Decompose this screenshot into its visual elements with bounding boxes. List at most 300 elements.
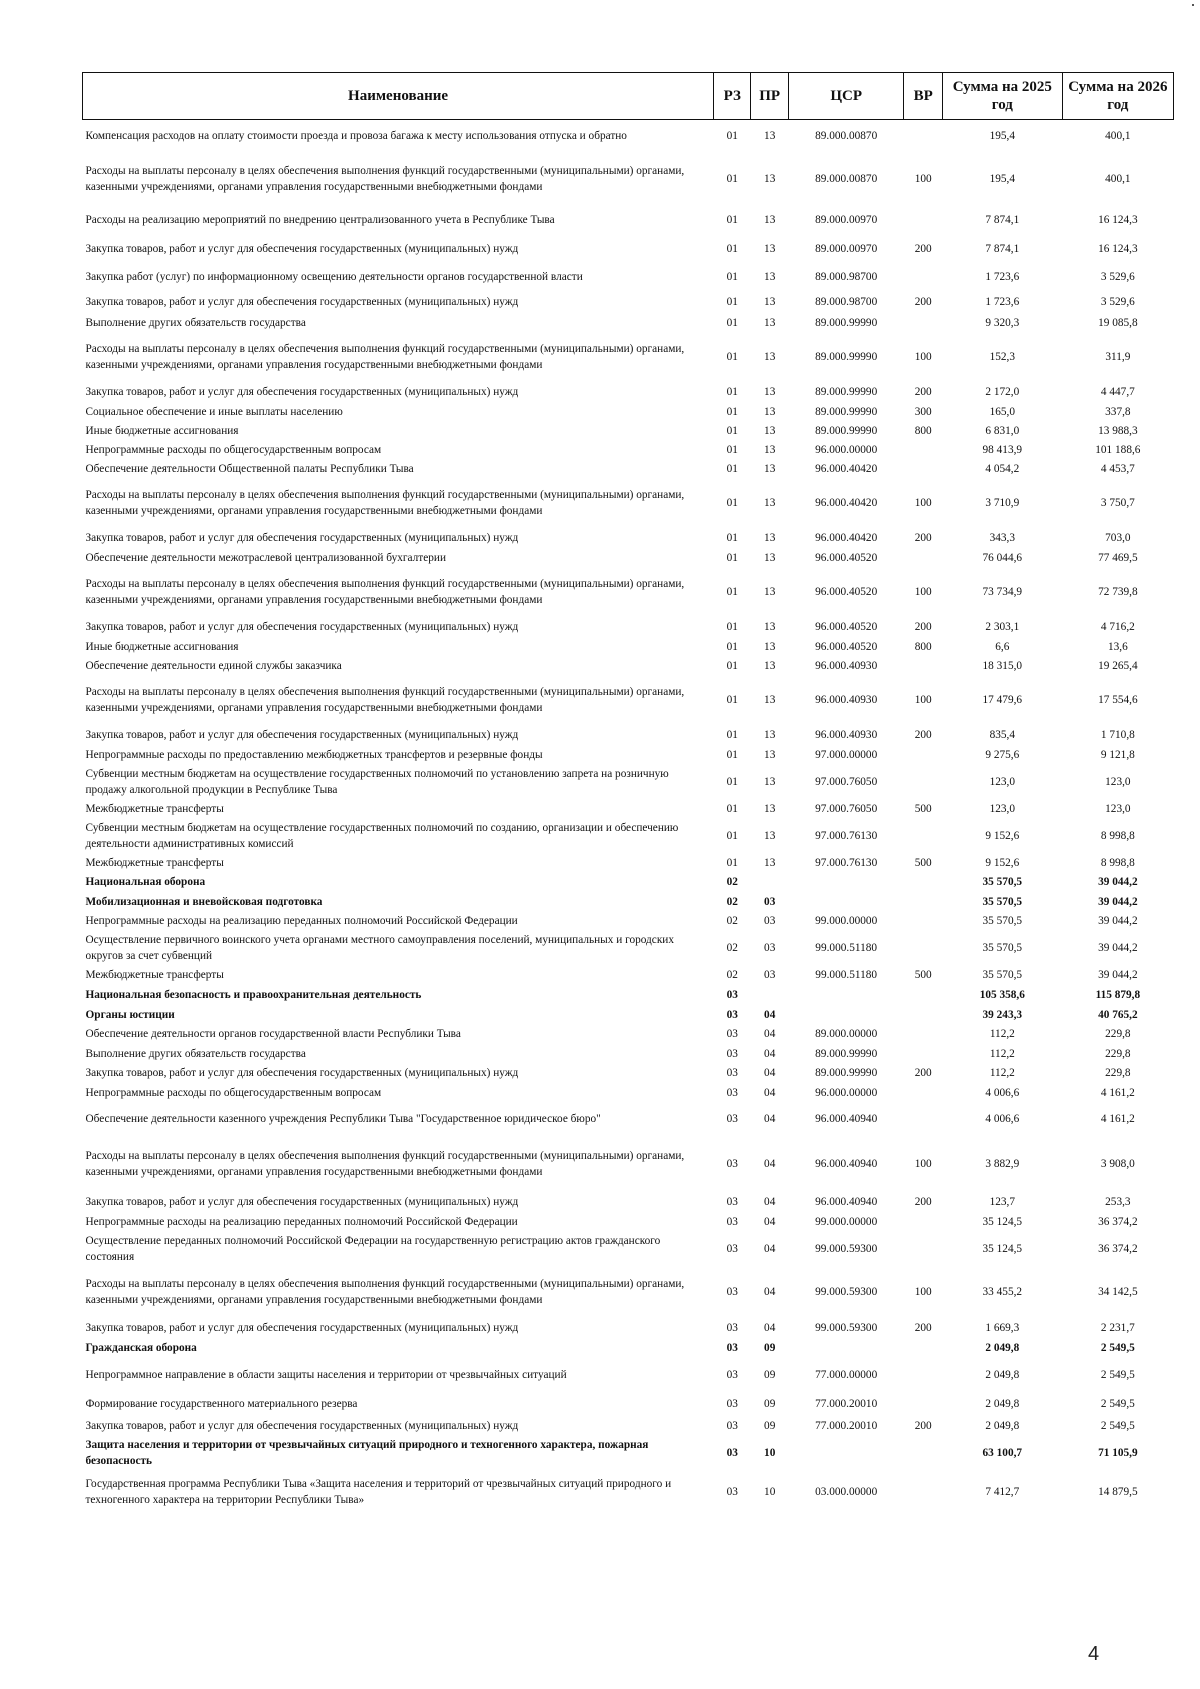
table-row [83, 746, 1174, 765]
cell-csr: 89.000.98700 [815, 296, 878, 308]
cell-sum-2026: 2 549,5 [1100, 1398, 1135, 1410]
cell-sum-2025: 76 044,6 [982, 551, 1023, 564]
cell-name: Иные бюджетные ассигнования [85, 640, 239, 653]
cell-pr: 13 [764, 802, 776, 815]
table-row [83, 854, 1174, 873]
table-row [83, 1213, 1174, 1232]
cell-csr: 97.000.00000 [815, 748, 878, 761]
cell-name: Закупка товаров, работ и услуг для обеспечения государственных (муниципальных) нужд [85, 1067, 519, 1079]
cell-rz: 03 [726, 1113, 738, 1125]
header-sum-2026: Сумма на 2026 год [1062, 73, 1173, 120]
table-row [83, 893, 1174, 912]
cell-name: Расходы на выплаты персоналу в целях обеспечения выполнения функций государственными (муниципальными) органами, казенными учреждениями, органами управления государственными внебюджетными фондами [85, 1150, 685, 1178]
cell-sum-2025: 17 479,6 [982, 694, 1023, 706]
cell-vr [904, 1025, 943, 1045]
cell-sum-2025: 2 049,8 [985, 1342, 1020, 1354]
cell-sum-2026: 2 549,5 [1100, 1419, 1135, 1432]
cell-vr: 200 [914, 729, 932, 741]
cell-name: Обеспечение деятельности Общественной палаты Республики Тыва [85, 462, 414, 475]
cell-sum-2026: 36 374,2 [1098, 1242, 1138, 1255]
cell-pr: 04 [764, 1086, 776, 1099]
cell-csr: 89.000.00970 [815, 214, 878, 226]
cell-rz: 01 [726, 386, 738, 398]
cell-rz: 01 [726, 173, 738, 185]
table-row [83, 1267, 1174, 1319]
table-row [83, 460, 1174, 479]
cell-pr: 09 [764, 1419, 776, 1432]
cell-sum-2025: 6,6 [995, 640, 1010, 653]
cell-sum-2025: 73 734,9 [982, 586, 1023, 598]
cell-sum-2025: 3 710,9 [985, 497, 1020, 509]
cell-name: Осуществление первичного воинского учета органами местного самоуправления поселений, муниципальных и городских округов за счет субвенций [85, 933, 675, 962]
cell-pr: 13 [764, 659, 776, 672]
cell-sum-2026: 16 124,3 [1098, 243, 1138, 255]
table-row [83, 1471, 1174, 1515]
cell-name: Непрограммные расходы по общегосударственным вопросам [85, 443, 382, 456]
cell-sum-2026: 123,0 [1105, 802, 1131, 815]
cell-name: Закупка товаров, работ и услуг для обеспечения государственных (муниципальных) нужд [85, 386, 519, 398]
cell-sum-2025: 35 570,5 [982, 895, 1023, 908]
cell-vr: 100 [914, 497, 932, 509]
cell-vr [904, 1393, 943, 1417]
cell-name: Обеспечение деятельности единой службы заказчика [85, 659, 342, 672]
table-row [83, 1319, 1174, 1339]
cell-name: Выполнение других обязательств государства [85, 1047, 306, 1060]
cell-sum-2026: 101 188,6 [1095, 443, 1141, 456]
header-csr: ЦСР [788, 73, 904, 120]
cell-csr: 99.000.00000 [815, 1215, 878, 1228]
cell-sum-2026: 400,1 [1105, 130, 1131, 143]
cell-vr: 300 [914, 405, 932, 418]
cell-csr: 99.000.59300 [815, 1322, 878, 1334]
cell-csr: 99.000.51180 [815, 941, 878, 954]
cell-rz: 01 [726, 316, 738, 329]
table-row [83, 549, 1174, 568]
cell-sum-2026: 72 739,8 [1098, 586, 1138, 598]
table-row [83, 154, 1174, 206]
cell-rz: 03 [726, 1286, 738, 1298]
cell-sum-2026: 3 750,7 [1100, 497, 1135, 509]
cell-name: Непрограммные расходы на реализацию переданных полномочий Российской Федерации [85, 914, 518, 927]
cell-sum-2026: 2 549,5 [1100, 1342, 1135, 1354]
cell-vr [904, 314, 943, 333]
cell-sum-2026: 4 453,7 [1100, 462, 1135, 475]
cell-sum-2025: 1 723,6 [985, 296, 1020, 308]
cell-rz: 01 [726, 271, 738, 283]
table-row [83, 657, 1174, 676]
cell-vr [904, 1084, 943, 1103]
cell-rz: 01 [726, 532, 738, 544]
cell-pr: 13 [764, 296, 776, 308]
cell-sum-2025: 2 049,8 [985, 1369, 1020, 1381]
cell-csr: 96.000.00000 [815, 443, 878, 456]
cell-pr: 13 [764, 462, 776, 475]
cell-vr [904, 1045, 943, 1064]
cell-pr: 13 [764, 621, 776, 633]
cell-sum-2026: 2 231,7 [1100, 1322, 1135, 1334]
cell-vr: 100 [914, 173, 932, 185]
cell-sum-2026: 337,8 [1105, 405, 1131, 418]
cell-pr [751, 986, 788, 1006]
cell-csr: 77.000.00000 [815, 1369, 878, 1381]
cell-sum-2025: 35 124,5 [982, 1242, 1023, 1255]
cell-name: Закупка товаров, работ и услуг для обеспечения государственных (муниципальных) нужд [85, 296, 519, 308]
cell-sum-2025: 9 275,6 [985, 748, 1020, 761]
table-row [83, 383, 1174, 403]
cell-sum-2026: 123,0 [1105, 775, 1131, 788]
cell-vr: 200 [914, 1322, 932, 1334]
cell-pr: 13 [764, 386, 776, 398]
cell-pr: 13 [764, 640, 776, 653]
header-name: Наименование [83, 73, 714, 120]
table-row [83, 529, 1174, 549]
cell-vr [904, 819, 943, 854]
cell-csr: 96.000.40940 [815, 1158, 878, 1170]
table-row [83, 1193, 1174, 1213]
cell-csr [788, 986, 904, 1006]
cell-sum-2025: 343,3 [989, 532, 1016, 544]
cell-pr: 10 [764, 1446, 776, 1459]
cell-pr: 13 [764, 424, 776, 437]
cell-pr: 04 [764, 1286, 776, 1298]
table-row [83, 292, 1174, 314]
cell-rz: 03 [726, 1067, 738, 1079]
cell-sum-2026: 4 161,2 [1100, 1113, 1135, 1125]
table-row [83, 800, 1174, 819]
cell-sum-2026: 3 529,6 [1100, 296, 1135, 308]
table-row [83, 726, 1174, 746]
cell-sum-2025: 63 100,7 [982, 1446, 1023, 1459]
cell-name: Национальная оборона [85, 876, 206, 888]
cell-csr: 89.000.99990 [815, 1067, 878, 1079]
table-row [83, 1137, 1174, 1193]
table-row [83, 966, 1174, 986]
cell-vr: 100 [914, 1286, 932, 1298]
cell-csr [788, 1436, 904, 1471]
table-header-row [83, 73, 1174, 120]
cell-rz: 01 [726, 130, 738, 143]
table-row [83, 618, 1174, 638]
cell-vr [904, 912, 943, 931]
cell-sum-2025: 2 049,8 [985, 1398, 1020, 1410]
budget-table [82, 72, 1174, 1515]
cell-pr: 13 [764, 532, 776, 544]
cell-sum-2025: 4 006,6 [985, 1086, 1020, 1099]
cell-csr: 89.000.99990 [815, 424, 878, 437]
table-row [83, 264, 1174, 292]
cell-vr: 500 [914, 802, 932, 815]
cell-vr [904, 1436, 943, 1471]
cell-vr: 800 [914, 424, 932, 437]
cell-csr: 96.000.40930 [815, 729, 878, 741]
table-row [83, 873, 1174, 893]
cell-sum-2025: 9 152,6 [985, 856, 1020, 869]
cell-sum-2025: 33 455,2 [982, 1286, 1023, 1298]
cell-vr: 200 [914, 243, 932, 255]
cell-pr: 13 [764, 130, 776, 143]
cell-sum-2026: 14 879,5 [1098, 1486, 1138, 1498]
cell-sum-2026: 4 161,2 [1100, 1086, 1135, 1099]
cell-sum-2026: 4 716,2 [1100, 621, 1135, 633]
cell-csr: 89.000.00000 [815, 1028, 878, 1040]
cell-rz: 03 [726, 1242, 738, 1255]
cell-vr: 100 [914, 351, 932, 363]
cell-rz: 01 [726, 659, 738, 672]
cell-sum-2025: 6 831,0 [985, 424, 1020, 437]
cell-vr [904, 1359, 943, 1393]
cell-sum-2025: 105 358,6 [979, 989, 1025, 1001]
cell-sum-2025: 112,2 [989, 1067, 1015, 1079]
cell-sum-2026: 17 554,6 [1098, 694, 1138, 706]
cell-csr: 96.000.40520 [815, 640, 878, 653]
cell-vr: 500 [914, 969, 932, 981]
cell-sum-2026: 229,8 [1105, 1067, 1131, 1079]
cell-vr [904, 264, 943, 292]
cell-vr [904, 765, 943, 800]
page-number: 4 [1088, 1643, 1100, 1665]
cell-rz: 02 [726, 895, 738, 908]
table-row [83, 403, 1174, 422]
cell-pr: 09 [764, 1342, 776, 1354]
cell-rz: 01 [726, 802, 738, 815]
table-row [83, 912, 1174, 931]
cell-rz: 01 [726, 405, 738, 418]
cell-csr: 97.000.76050 [815, 775, 878, 788]
table-row [83, 931, 1174, 966]
cell-csr: 89.000.99990 [815, 386, 878, 398]
cell-pr [751, 873, 788, 893]
cell-vr: 200 [914, 1067, 932, 1079]
cell-name: Расходы на выплаты персоналу в целях обеспечения выполнения функций государственными (муниципальными) органами, казенными учреждениями, органами управления государственными внебюджетными фондами [85, 165, 685, 193]
cell-name: Непрограммные расходы по общегосударственным вопросам [85, 1086, 382, 1099]
cell-sum-2026: 16 124,3 [1098, 214, 1138, 226]
cell-sum-2025: 7 412,7 [985, 1486, 1020, 1498]
cell-sum-2026: 19 265,4 [1098, 659, 1138, 672]
cell-name: Субвенции местным бюджетам на осуществление государственных полномочий по установлению запрета на розничную продажу алкогольной продукции в Республике Тыва [85, 767, 669, 796]
cell-pr: 13 [764, 443, 776, 456]
cell-rz: 03 [726, 1196, 738, 1208]
cell-sum-2025: 35 570,5 [982, 969, 1023, 981]
cell-rz: 03 [726, 1215, 738, 1228]
cell-name: Осуществление переданных полномочий Российской Федерации на государственную регистрацию актов гражданского состояния [85, 1234, 661, 1263]
cell-csr: 03.000.00000 [815, 1486, 878, 1498]
cell-rz: 01 [726, 621, 738, 633]
cell-sum-2025: 2 172,0 [985, 386, 1020, 398]
cell-sum-2026: 703,0 [1105, 532, 1131, 544]
table-row [83, 333, 1174, 383]
cell-name: Расходы на выплаты персоналу в целях обеспечения выполнения функций государственными (муниципальными) органами, казенными учреждениями, органами управления государственными внебюджетными фондами [85, 343, 685, 371]
cell-csr: 89.000.00970 [815, 243, 878, 255]
cell-csr: 99.000.51180 [815, 969, 878, 981]
cell-pr: 04 [764, 1215, 776, 1228]
cell-pr: 09 [764, 1398, 776, 1410]
cell-csr: 89.000.99990 [815, 1047, 878, 1060]
cell-name: Закупка товаров, работ и услуг для обеспечения государственных (муниципальных) нужд [85, 1322, 519, 1334]
cell-name: Закупка товаров, работ и услуг для обеспечения государственных (муниципальных) нужд [85, 1196, 519, 1208]
cell-sum-2025: 39 243,3 [982, 1008, 1023, 1021]
cell-name: Органы юстиции [85, 1008, 175, 1021]
table-row [83, 206, 1174, 236]
cell-rz: 01 [726, 775, 738, 788]
table-row [83, 1417, 1174, 1436]
cell-csr: 97.000.76130 [815, 856, 878, 869]
cell-pr: 13 [764, 405, 776, 418]
cell-sum-2025: 123,0 [989, 802, 1016, 815]
cell-rz: 01 [726, 214, 738, 226]
cell-csr: 89.000.00870 [815, 130, 878, 143]
cell-pr: 13 [764, 586, 776, 598]
cell-vr [904, 873, 943, 893]
cell-vr [904, 893, 943, 912]
cell-name: Закупка товаров, работ и услуг для обеспечения государственных (муниципальных) нужд [85, 243, 519, 255]
cell-sum-2025: 195,4 [989, 173, 1016, 185]
cell-pr: 03 [764, 895, 776, 908]
cell-vr [904, 657, 943, 676]
cell-vr [904, 1471, 943, 1515]
cell-name: Закупка товаров, работ и услуг для обеспечения государственных (муниципальных) нужд [85, 621, 519, 633]
cell-pr: 04 [764, 1113, 776, 1125]
cell-sum-2026: 40 765,2 [1098, 1008, 1138, 1021]
cell-pr: 04 [764, 1196, 776, 1208]
table-row [83, 1232, 1174, 1267]
cell-rz: 02 [726, 914, 738, 927]
cell-pr: 03 [764, 969, 776, 981]
cell-rz: 01 [726, 443, 738, 456]
cell-csr [788, 873, 904, 893]
table-row [83, 568, 1174, 618]
cell-rz: 03 [726, 1322, 738, 1334]
cell-name: Закупка товаров, работ и услуг для обеспечения государственных (муниципальных) нужд [85, 729, 519, 741]
table-row [83, 314, 1174, 333]
cell-sum-2026: 400,1 [1105, 173, 1131, 185]
table-row [83, 1006, 1174, 1025]
cell-name: Субвенции местным бюджетам на осуществление государственных полномочий по созданию, организации и обеспечению деятельности административных комиссий [85, 821, 679, 850]
cell-vr [904, 549, 943, 568]
cell-vr [904, 441, 943, 460]
cell-name: Гражданская оборона [85, 1342, 197, 1354]
cell-rz: 03 [726, 1486, 738, 1498]
cell-name: Компенсация расходов на оплату стоимости проезда и провоза багажа к месту использования отпуска и обратно [85, 130, 627, 143]
cell-name: Защита населения и территории от чрезвычайных ситуаций природного и техногенного характера, пожарная безопасность [85, 1438, 649, 1467]
cell-name: Выполнение других обязательств государства [85, 316, 306, 329]
cell-sum-2025: 152,3 [989, 351, 1016, 363]
cell-csr: 77.000.20010 [815, 1398, 878, 1410]
cell-sum-2026: 71 105,9 [1098, 1446, 1138, 1459]
cell-name: Закупка товаров, работ и услуг для обеспечения государственных (муниципальных) нужд [85, 1419, 519, 1432]
table-row [83, 765, 1174, 800]
cell-name: Социальное обеспечение и иные выплаты населению [85, 405, 343, 418]
table-body [83, 120, 1174, 1515]
table-row [83, 1045, 1174, 1064]
cell-sum-2026: 77 469,5 [1098, 551, 1138, 564]
table-row [83, 1436, 1174, 1471]
scan-speck [1192, 4, 1194, 6]
cell-name: Межбюджетные трансферты [85, 969, 224, 981]
cell-vr [904, 1232, 943, 1267]
cell-vr [904, 1006, 943, 1025]
table-row [83, 819, 1174, 854]
cell-sum-2026: 36 374,2 [1098, 1215, 1138, 1228]
cell-rz: 01 [726, 640, 738, 653]
cell-sum-2026: 39 044,2 [1098, 895, 1138, 908]
cell-sum-2026: 115 879,8 [1095, 989, 1141, 1001]
cell-rz: 03 [726, 1419, 738, 1432]
cell-vr [904, 206, 943, 236]
cell-sum-2025: 7 874,1 [985, 243, 1020, 255]
cell-rz: 01 [726, 243, 738, 255]
cell-sum-2025: 123,0 [989, 775, 1016, 788]
cell-sum-2025: 35 570,5 [982, 876, 1023, 888]
cell-sum-2026: 8 998,8 [1100, 829, 1135, 842]
table-row [83, 422, 1174, 441]
cell-sum-2026: 229,8 [1105, 1028, 1131, 1040]
cell-rz: 01 [726, 424, 738, 437]
cell-vr [904, 1339, 943, 1359]
cell-csr: 96.000.40420 [815, 532, 878, 544]
table-row [83, 1103, 1174, 1137]
cell-csr: 99.000.59300 [815, 1286, 878, 1298]
cell-pr: 04 [764, 1008, 776, 1021]
table-row [83, 479, 1174, 529]
cell-rz: 01 [726, 497, 738, 509]
cell-name: Расходы на выплаты персоналу в целях обеспечения выполнения функций государственными (муниципальными) органами, казенными учреждениями, органами управления государственными внебюджетными фондами [85, 489, 685, 517]
cell-sum-2026: 9 121,8 [1100, 748, 1135, 761]
cell-sum-2025: 3 882,9 [985, 1158, 1020, 1170]
cell-rz: 01 [726, 296, 738, 308]
cell-csr: 96.000.40520 [815, 586, 878, 598]
cell-sum-2026: 39 044,2 [1098, 941, 1138, 954]
cell-pr: 04 [764, 1322, 776, 1334]
cell-rz: 03 [726, 1369, 738, 1381]
cell-rz: 02 [726, 876, 738, 888]
cell-csr: 89.000.99990 [815, 351, 878, 363]
cell-sum-2026: 3 908,0 [1100, 1158, 1135, 1170]
cell-name: Закупка товаров, работ и услуг для обеспечения государственных (муниципальных) нужд [85, 532, 519, 544]
cell-name: Формирование государственного материального резерва [85, 1398, 358, 1410]
cell-csr: 99.000.59300 [815, 1242, 878, 1255]
cell-sum-2025: 195,4 [989, 130, 1016, 143]
cell-pr: 04 [764, 1067, 776, 1079]
table-row [83, 986, 1174, 1006]
cell-sum-2026: 8 998,8 [1100, 856, 1135, 869]
table-row [83, 638, 1174, 657]
cell-sum-2025: 2 049,8 [985, 1419, 1020, 1432]
cell-pr: 13 [764, 271, 776, 283]
cell-vr [904, 120, 943, 154]
cell-csr: 96.000.40940 [815, 1113, 878, 1125]
cell-vr [904, 460, 943, 479]
cell-csr: 96.000.40520 [815, 551, 878, 564]
cell-csr: 96.000.40930 [815, 694, 878, 706]
cell-rz: 01 [726, 351, 738, 363]
cell-rz: 01 [726, 694, 738, 706]
cell-pr: 13 [764, 214, 776, 226]
cell-sum-2026: 39 044,2 [1098, 969, 1138, 981]
cell-name: Закупка работ (услуг) по информационному освещению деятельности органов государственной власти [85, 271, 583, 283]
header-rz: РЗ [714, 73, 751, 120]
cell-sum-2025: 112,2 [989, 1047, 1015, 1060]
cell-vr: 500 [914, 856, 932, 869]
cell-rz: 03 [726, 1086, 738, 1099]
cell-vr [904, 1103, 943, 1137]
cell-name: Межбюджетные трансферты [85, 856, 224, 869]
cell-sum-2026: 39 044,2 [1098, 876, 1138, 888]
cell-csr: 99.000.00000 [815, 914, 878, 927]
cell-csr: 96.000.40420 [815, 497, 878, 509]
cell-csr: 89.000.99990 [815, 405, 878, 418]
cell-sum-2026: 13,6 [1107, 640, 1128, 653]
cell-sum-2025: 1 669,3 [985, 1322, 1020, 1334]
